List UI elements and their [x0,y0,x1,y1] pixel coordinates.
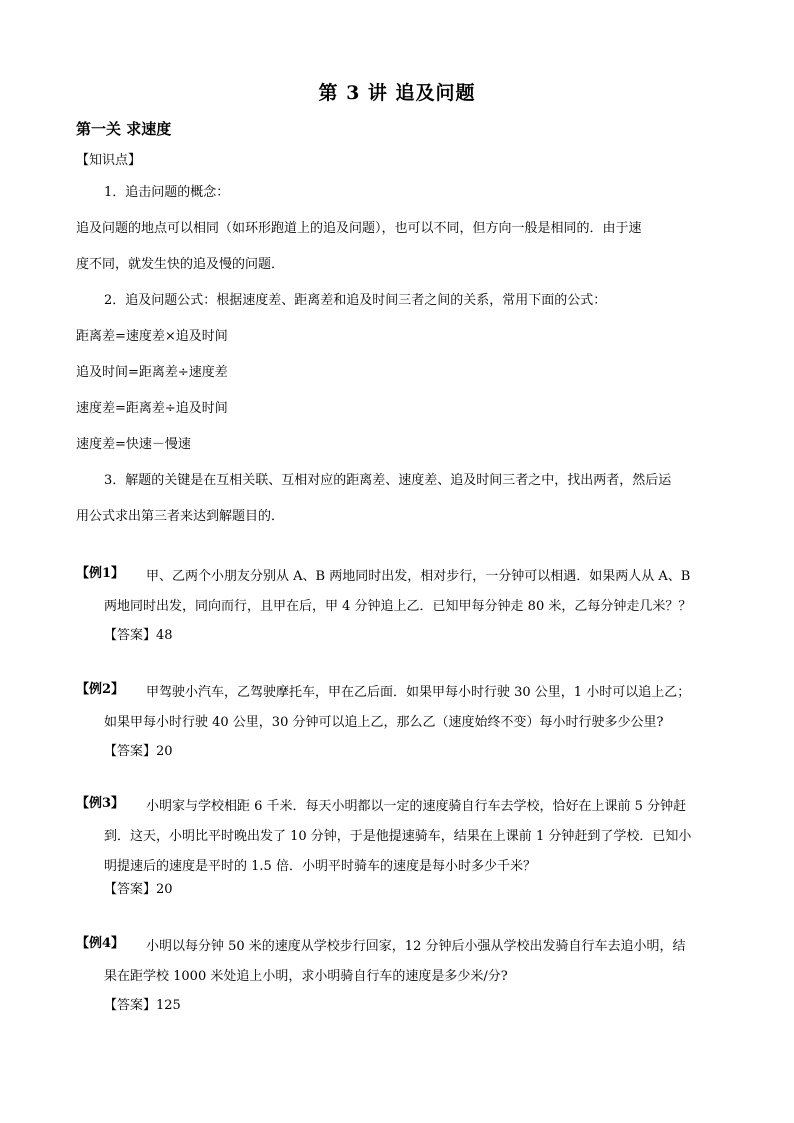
knowledge-line: 用公式求出第三者来达到解题目的． [76,509,285,524]
knowledge-line: 2．追及问题公式：根据速度差、距离差和追及时间三者之间的关系，常用下面的公式： [104,293,607,308]
formula-line: 速度差=距离差÷追及时间 [76,401,228,416]
formula-line: 速度差=快速－慢速 [76,437,191,452]
answer-label: 【答案】20 [104,744,173,759]
answer-label: 【答案】125 [104,998,181,1013]
page-title: 第 3 讲 追及问题 [318,82,476,104]
example-text [104,792,794,882]
knowledge-line: 度不同，就发生快的追及慢的问题． [76,257,285,272]
formula-line: 追及时间=距离差÷速度差 [76,365,228,380]
example-tag: 【例4】 [76,936,125,951]
example-tag: 【例1】 [76,566,125,581]
example-line: 甲、乙两个小朋友分别从 A、B 两地同时出发，相对步行，一分钟可以相遇．如果两人从 A、B [146,569,691,584]
example-line: 果在距学校 1000 米处追上小明，求小明骑自行车的速度是多少米/分? [104,969,508,984]
example-tag: 【例2】 [76,682,125,697]
example-line: 小明家与学校相距 6 千米．每天小明都以一定的速度骑自行车去学校，恰好在上课前 5 分钟赶 [146,799,687,814]
answer-label: 【答案】48 [104,628,173,643]
example-tag: 【例3】 [76,796,125,811]
example-line: 明提速后的速度是平时的 1.5 倍．小明平时骑车的速度是每小时多少千米？ [104,859,536,874]
example-text [104,678,794,738]
section-heading: 第一关 求速度 [76,120,172,138]
formula-line: 距离差=速度差×追及时间 [76,329,228,344]
knowledge-line: 追及问题的地点可以相同（如环形跑道上的追及问题），也可以不同，但方向一般是相同的．由于速 [76,221,642,236]
example-text [104,932,794,992]
example-line: 小明以每分钟 50 米的速度从学校步行回家，12 分钟后小强从学校出发骑自行车去追小明，结 [146,939,686,954]
answer-label: 【答案】20 [104,882,173,897]
knowledge-label: 【知识点】 [76,153,142,168]
example-line: 如果甲每小时行驶 40 公里，30 分钟可以追上乙，那么乙（速度始终不变）每小时行驶多少公里? [104,715,664,730]
knowledge-line: 3．解题的关键是在互相关联、互相对应的距离差、速度差、追及时间三者之中，找出两者，然后运 [104,473,672,488]
example-line: 到．这天，小明比平时晚出发了 10 分钟，于是他提速骑车，结果在上课前 1 分钟赶到了学校．已知小 [104,829,692,844]
example-line: 甲驾驶小汽车，乙驾驶摩托车，甲在乙后面．如果甲每小时行驶 30 公里，1 小时可以追上乙； [146,685,691,700]
knowledge-line: 1．追击问题的概念： [104,185,230,200]
example-text [104,562,794,622]
example-line: 两地同时出发，同向而行，且甲在后，甲 4 分钟追上乙．已知甲每分钟走 80 米，乙每分钟走几米？？ [104,599,692,614]
